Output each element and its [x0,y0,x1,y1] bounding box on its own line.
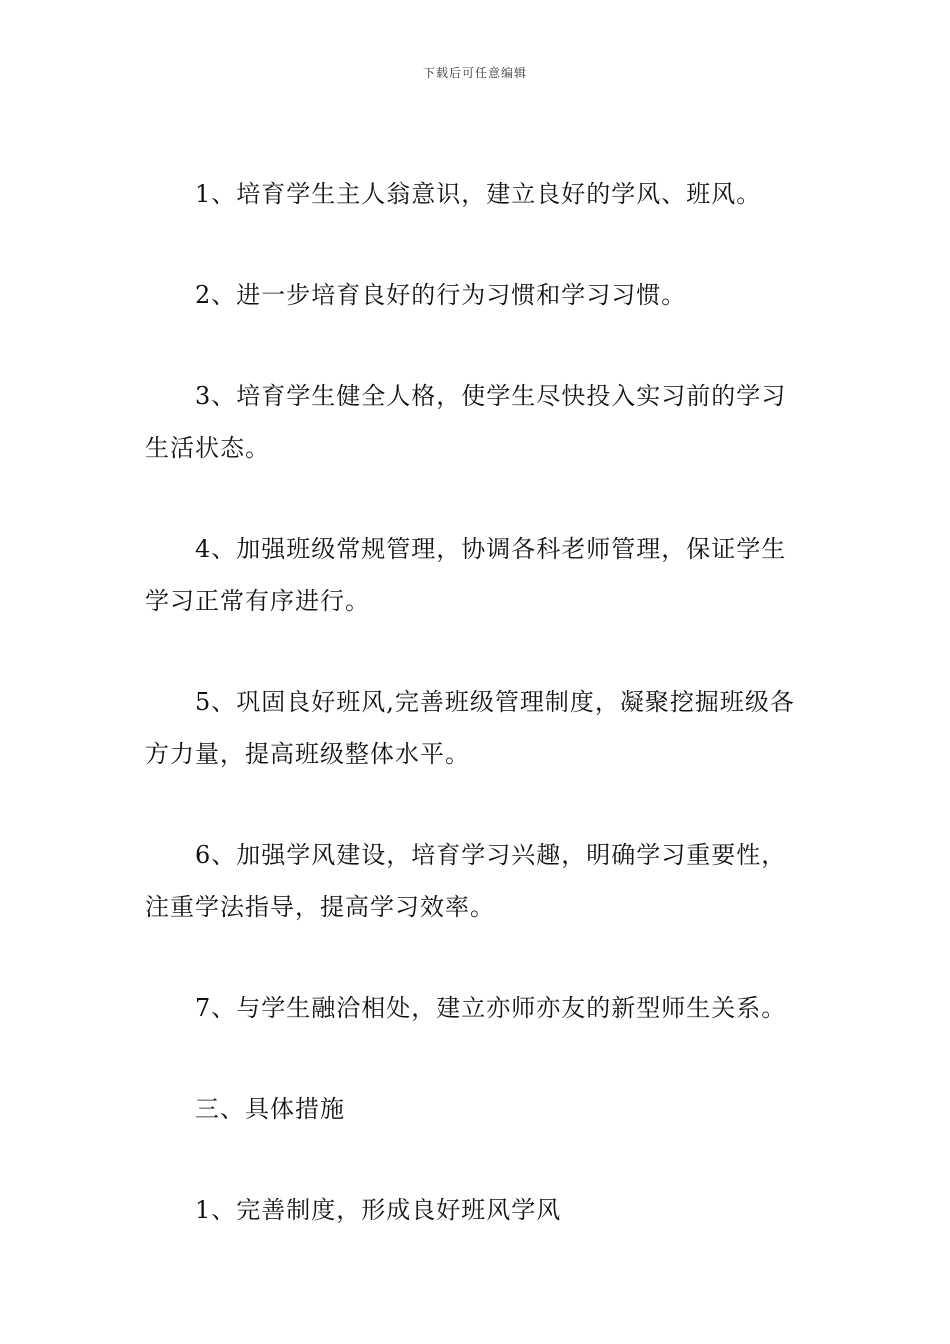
page-header: 下载后可任意编辑 [422,66,527,80]
paragraph-goal-7: 7、与学生融洽相处，建立亦师亦友的新型师生关系。 [195,994,787,1022]
section-heading-measures: 三、具体措施 [195,1095,345,1123]
paragraph-goal-5: 5、巩固良好班风,完善班级管理制度，凝聚挖掘班级各方力量，提高班级整体水平。 [145,688,795,768]
paragraph-goal-2: 2、进一步培育良好的行为习惯和学习习惯。 [195,281,687,309]
paragraph-goal-4: 4、加强班级常规管理，协调各科老师管理，保证学生学习正常有序进行。 [145,535,787,615]
paragraph-measure-1: 1、完善制度，形成良好班风学风 [195,1196,562,1224]
document-body [145,168,810,1236]
paragraph-goal-6: 6、加强学风建设，培育学习兴趣，明确学习重要性，注重学法指导，提高学习效率。 [145,841,787,921]
paragraph-goal-1: 1、培育学生主人翁意识，建立良好的学风、班风。 [195,180,762,208]
paragraph-goal-3: 3、培育学生健全人格，使学生尽快投入实习前的学习生活状态。 [145,382,787,462]
